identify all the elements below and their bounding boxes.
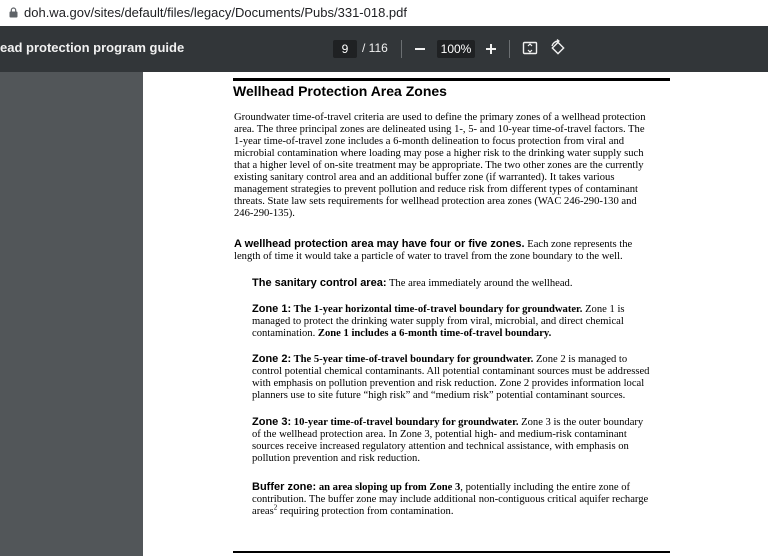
zone-3-title: 10-year time-of-travel boundary for groundwater. — [291, 417, 519, 428]
intro-line: existing sanitary control area and an additional buffer zone (if warranted). It takes various — [234, 172, 615, 183]
intro-line: management strategies to prevent pollution and reduce risk from different types of contaminant — [234, 184, 639, 195]
toolbar-divider — [401, 40, 402, 58]
buffer-zone-title: an area sloping up from Zone 3 — [316, 482, 461, 493]
zone-1-label: Zone 1: — [252, 303, 292, 315]
zone-2-label: Zone 2: — [252, 353, 292, 365]
zones-text: Each zone represents the — [524, 239, 633, 250]
zone-3-label: Zone 3: — [252, 416, 292, 428]
zone-2-text: planners use to site future “high risk” and “medium risk” potential contaminant sources. — [252, 390, 626, 401]
zone-3-text: of the wellhead protection area. In Zone 3, potential high- and medium-risk contaminant — [252, 429, 627, 440]
pdf-toolbar — [0, 26, 768, 72]
viewer-background — [0, 72, 143, 556]
buffer-zone-text: contribution. The buffer zone may include additional non-contiguous critical aquifer recharge — [252, 494, 649, 505]
section-heading: Wellhead Protection Area Zones — [233, 83, 447, 99]
buffer-zone-text: requiring protection from contamination. — [277, 506, 454, 517]
intro-line: area. The three principal zones are delineated using 1-, 5- and 10-year time-of-travel factors. The — [234, 124, 645, 135]
zone-3-text: pollution prevention and risk reduction. — [252, 453, 420, 464]
footnote-marker[interactable]: 2 — [273, 503, 278, 512]
zone-3-text: Zone 3 is the outer boundary — [518, 417, 644, 428]
fit-page-icon[interactable] — [522, 40, 538, 56]
page-total: / 116 — [362, 41, 388, 55]
heading-rule — [233, 78, 670, 81]
intro-line: Groundwater time-of-travel criteria are used to define the primary zones of a wellhead protection — [234, 112, 646, 123]
zone-2-text: control potential chemical contaminants. All potential contaminant sources must be addressed — [252, 366, 650, 377]
zone-3-text: sources receive increased regulatory attention and technical assistance, with emphasis on — [252, 441, 629, 452]
zone-2-text: with emphasis on pollution prevention and risk reduction. Zone 2 provides information local — [252, 378, 645, 389]
lock-icon — [9, 7, 18, 18]
zone-3-item — [252, 416, 672, 465]
zone-1-item — [252, 303, 672, 340]
zone-1-text: contamination. — [252, 328, 318, 339]
rotate-icon[interactable] — [549, 39, 567, 57]
zones-paragraph — [234, 238, 668, 263]
address-bar[interactable] — [0, 0, 768, 27]
buffer-zone-item — [252, 481, 672, 518]
zone-2-text: Zone 2 is managed to — [533, 354, 628, 365]
zones-text: length of time it would take a particle of water to travel from the zone boundary to the well. — [234, 251, 623, 262]
intro-line: that a higher level of on-site treatment may be appropriate. The two other zones are the currently — [234, 160, 644, 171]
intro-paragraph — [234, 112, 668, 220]
zone-1-emphasis: Zone 1 includes a 6-month time-of-travel boundary. — [317, 328, 552, 339]
toolbar-divider — [509, 40, 510, 58]
zone-1-text: managed to protect the drinking water supply from viral, microbial, and direct chemical — [252, 316, 624, 327]
buffer-zone-text: areas — [252, 506, 274, 517]
zone-2-item — [252, 353, 672, 402]
zones-lead: A wellhead protection area may have four or five zones. — [234, 238, 525, 250]
zone-2-title: The 5-year time-of-travel boundary for groundwater. — [291, 354, 534, 365]
sanitary-text: The area immediately around the wellhead. — [386, 278, 573, 289]
sanitary-control-item — [252, 277, 672, 290]
plus-icon[interactable] — [483, 38, 499, 58]
document-title: ead protection program guide — [0, 40, 185, 55]
intro-line: 246-290-135). — [234, 208, 295, 219]
intro-line: microbial contamination where loading may pose a higher risk to the drinking water supply such — [234, 148, 644, 159]
url-text[interactable]: doh.wa.gov/sites/default/files/legacy/Documents/Pubs/331-018.pdf — [24, 5, 408, 20]
zone-1-title: The 1-year horizontal time-of-travel boundary for groundwater. — [291, 304, 583, 315]
intro-line: 1-year time-of-travel zone includes a 6-month delineation to focus protection from viral and — [234, 136, 625, 147]
sanitary-label: The sanitary control area: — [252, 277, 387, 289]
buffer-zone-text: , potentially including the entire zone of — [460, 482, 631, 493]
minus-icon[interactable] — [412, 38, 428, 58]
zoom-level-input[interactable]: 100% — [437, 40, 475, 58]
page-number-input[interactable]: 9 — [333, 40, 357, 58]
intro-line: threats. State law sets requirements for wellhead protection area zones (WAC 246-290-130 and — [234, 196, 637, 207]
footer-rule — [233, 551, 670, 553]
zone-1-text: Zone 1 is — [582, 304, 625, 315]
buffer-zone-label: Buffer zone: — [252, 481, 317, 493]
pdf-page — [143, 72, 768, 556]
